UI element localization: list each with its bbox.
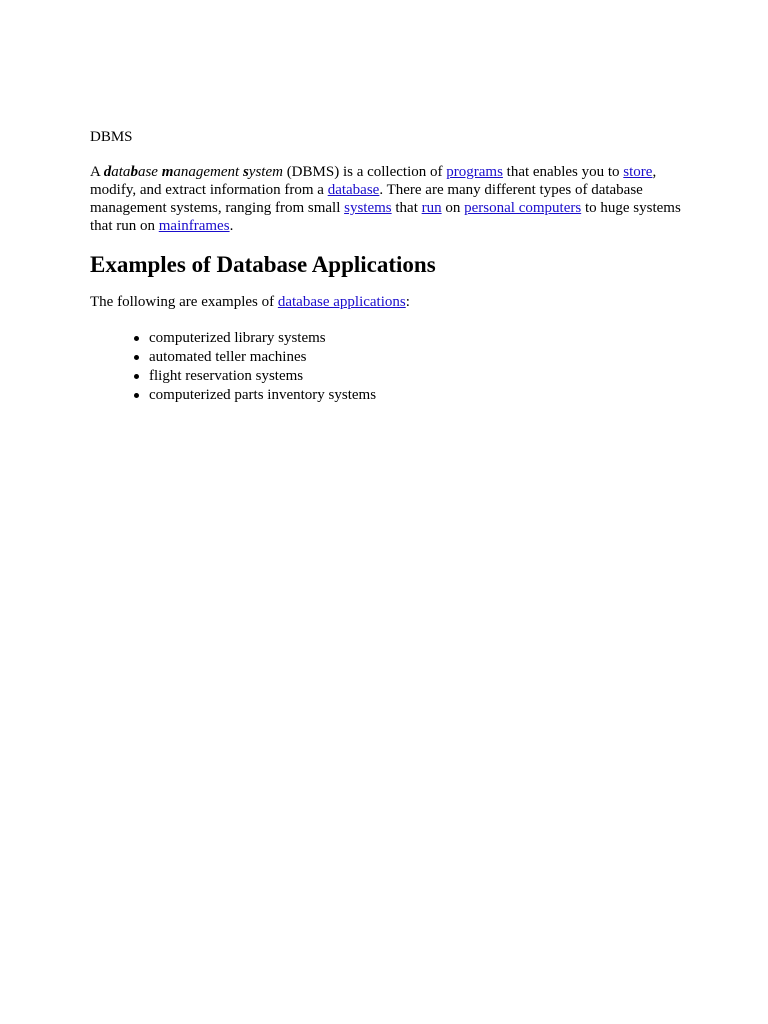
term-ystem: ystem: [248, 164, 283, 180]
list-item-text: computerized parts inventory systems: [149, 387, 377, 403]
link-mainframes[interactable]: mainframes: [158, 218, 230, 234]
intro-text-2: that enables you to: [502, 164, 624, 180]
list-item: [149, 329, 690, 348]
intro-text-6: on: [441, 200, 465, 216]
intro-text-7: to huge systems that run on: [90, 200, 681, 234]
list-item: [149, 348, 690, 367]
examples-list: [90, 329, 690, 405]
term-m: m: [161, 164, 174, 180]
intro-text-3: , modify, and extract information from a: [90, 164, 657, 198]
intro-text-1: (DBMS) is a collection of: [282, 164, 447, 180]
intro-text-8: .: [229, 218, 234, 234]
document-page: [90, 128, 690, 405]
document-title: DBMS: [90, 129, 133, 145]
bullet-icon: [134, 355, 139, 360]
bullet-icon: [134, 393, 139, 398]
link-database-applications[interactable]: database applications: [277, 294, 406, 310]
list-item: [149, 386, 690, 405]
lead-end: :: [405, 294, 410, 310]
link-database[interactable]: database: [327, 182, 380, 198]
list-item-text: flight reservation systems: [149, 368, 304, 384]
intro-text-5: that: [391, 200, 422, 216]
link-programs[interactable]: programs: [446, 164, 503, 180]
intro-article: A: [90, 164, 104, 180]
section-heading: Examples of Database Applications: [90, 252, 436, 277]
term-d: d: [103, 164, 112, 180]
bullet-icon: [134, 374, 139, 379]
term-ata: ata: [111, 164, 131, 180]
link-systems[interactable]: systems: [344, 200, 392, 216]
lead-paragraph: [90, 293, 690, 311]
link-store[interactable]: store: [623, 164, 653, 180]
lead-text: The following are examples of: [90, 294, 278, 310]
list-item-text: computerized library systems: [149, 330, 326, 346]
list-item-text: automated teller machines: [149, 349, 307, 365]
bullet-icon: [134, 336, 139, 341]
term-ase: ase: [137, 164, 162, 180]
intro-paragraph: [90, 163, 690, 235]
intro-text-4: . There are many different types of database management systems, ranging from small: [90, 182, 643, 216]
term-s: s: [242, 164, 249, 180]
link-run[interactable]: run: [421, 200, 442, 216]
term-anagement: anagement: [173, 164, 243, 180]
term-b: b: [130, 164, 138, 180]
link-personal-computers[interactable]: personal computers: [464, 200, 582, 216]
list-item: [149, 367, 690, 386]
